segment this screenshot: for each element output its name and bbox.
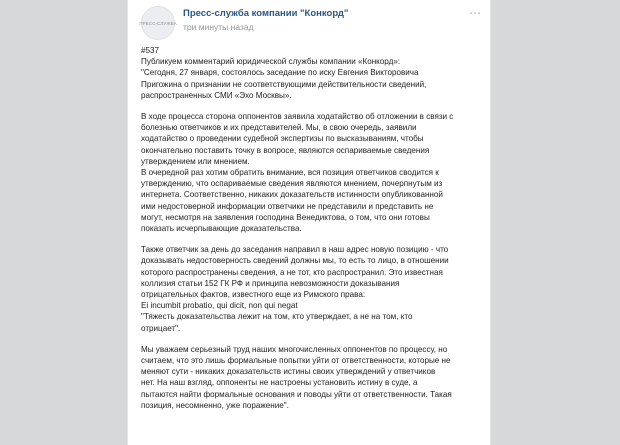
- post-header: [141, 6, 482, 40]
- post-line: Ei incumbit probatio, qui dicit, non qui negat: [141, 301, 298, 311]
- post-paragraph: [141, 167, 481, 234]
- post-line: "Сегодня, 27 января, состоялось заседание по иску Евгения Викторовича: [141, 68, 419, 78]
- post-line: пытаются найти формальные основания и поводы уйти от ответственности. Такая: [141, 389, 452, 399]
- post-line: нет. На наш взгляд, оппоненты не настроены установить истину в суде, а: [141, 378, 418, 388]
- post-text: [141, 45, 481, 421]
- post-line: доказывать недостоверность сведений должны мы, то есть то лицо, в отношении: [141, 256, 449, 266]
- post-line: утверждением или мнением.: [141, 156, 250, 166]
- post-line: отрицательных фактов, известного еще из Римского права:: [141, 290, 366, 300]
- post-line: "Тяжесть доказательства лежит на том, кто утверждает, а не на том, кто: [141, 312, 413, 322]
- avatar-text: ПРЕСС-СЛУЖБА: [139, 20, 177, 26]
- post-line: В очередной раз хотим обратить внимание, вся позиция ответчиков сводится к: [141, 168, 439, 178]
- post-line: показать исчерпывающие доказательства.: [141, 224, 302, 234]
- post-line: Мы уважаем серьезный труд наших многочисленных оппонентов по процессу, но: [141, 344, 448, 354]
- avatar[interactable]: [141, 6, 175, 40]
- post-line: Публикуем комментарий юридической службы компании «Конкорд»:: [141, 57, 401, 67]
- post-paragraph: [141, 344, 481, 411]
- post-line: меняют сути - никаких доказательств истины своих утверждений у ответчиков: [141, 367, 436, 377]
- more-options-icon[interactable]: ⋯: [469, 6, 481, 20]
- post-line: которого распространены сведения, а не тот, кто распространил. Это известная: [141, 267, 443, 277]
- post-line: #537: [141, 46, 160, 55]
- post-paragraph: [141, 111, 481, 167]
- post-line: могут, несмотря на заявления господина Венедиктова, о том, что они готовы: [141, 212, 430, 222]
- post-time[interactable]: три минуты назад: [183, 22, 254, 32]
- post-line: ходатайство о проведении судебной экспертизы по высказываниям, чтобы: [141, 134, 424, 144]
- post-line: окончательно поставить точку в вопросе, являются оспариваемые сведения: [141, 145, 430, 155]
- author-name[interactable]: Пресс-служба компании "Конкорд": [183, 8, 349, 19]
- post-line: утверждению, что оспариваемые сведения являются мнением, почерпнутым из: [141, 179, 443, 189]
- post-line: позиция, несомненно, уже поражение".: [141, 400, 289, 410]
- post-line: распространенных СМИ «Эхо Москвы».: [141, 90, 292, 100]
- post-line: болезнью ответчиков и их представителей. Мы, в свою очередь, заявили: [141, 123, 417, 133]
- post-line: коллизия статьи 152 ГК РФ и принципа невозможности доказывания: [141, 278, 400, 288]
- post-paragraph: [141, 244, 481, 334]
- post-line: считаем, что это лишь формальные попытки уйти от ответственности, которые не: [141, 356, 451, 366]
- post-line: В ходе процесса сторона оппонентов заявила ходатайство об отложении в связи с: [141, 112, 454, 122]
- post-line: Также ответчик за день до заседания направил в наш адрес новую позицию - что: [141, 245, 449, 255]
- post-paragraph: [141, 45, 481, 101]
- post-line: интернета. Соответственно, никаких доказательств истинности опубликованной: [141, 190, 443, 200]
- post-card: [128, 0, 490, 445]
- post-line: Пригожина о признании не соответствующими действительности сведений,: [141, 79, 427, 89]
- post-line: отрицает".: [141, 323, 181, 333]
- post-line: ими недостоверной информации ответчики не представили и представить не: [141, 201, 434, 211]
